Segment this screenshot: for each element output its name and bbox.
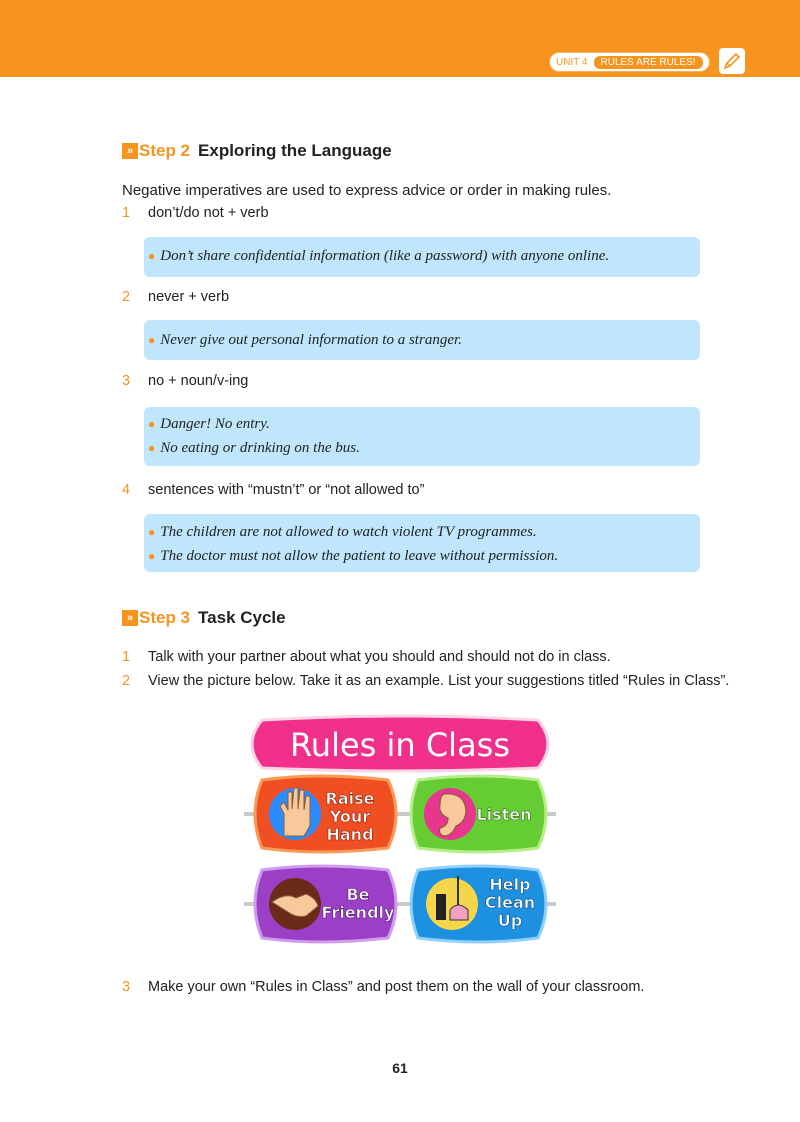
unit-title: RULES ARE RULES!: [594, 56, 703, 69]
item-number: 1: [122, 649, 131, 665]
poster-title: Rules in Class: [289, 726, 511, 764]
item-text: never + verb: [148, 289, 230, 305]
sign-text-line: Raise: [325, 789, 375, 808]
sign-text-line: Be: [346, 885, 370, 904]
sign-text-line: Up: [497, 911, 523, 930]
handshake-icon: [269, 878, 321, 930]
sign-text-line: Your: [329, 807, 371, 826]
item-text: Make your own “Rules in Class” and post them on the wall of your classroom.: [148, 979, 645, 995]
item-number: 4: [122, 482, 131, 498]
bullet-icon: ●: [148, 332, 156, 347]
example-line: [148, 412, 700, 436]
example-line: [148, 244, 700, 268]
bullet-icon: ●: [148, 524, 156, 539]
pen-icon: [719, 48, 745, 74]
rules-in-class-poster: [240, 714, 560, 944]
example-text: The children are not allowed to watch violent TV programmes.: [160, 523, 537, 540]
step-arrow-icon: »: [122, 143, 138, 159]
item-text: no + noun/v-ing: [148, 373, 249, 389]
item-number: 2: [122, 673, 131, 689]
item-number: 2: [122, 289, 131, 305]
unit-label: UNIT 4: [556, 56, 588, 68]
example-text: Don’t share confidential information (like a password) with anyone online.: [160, 247, 610, 264]
step2-item: [122, 373, 248, 389]
bullet-icon: ●: [148, 548, 156, 563]
step2-title: Exploring the Language: [198, 141, 392, 160]
step3-item: [122, 649, 611, 665]
item-text: Talk with your partner about what you should and should not do in class.: [148, 649, 611, 665]
step-arrow-icon: »: [122, 610, 138, 626]
sign-text-line: Hand: [326, 825, 374, 844]
item-number: 3: [122, 979, 131, 995]
step2-item: [122, 482, 424, 498]
unit-tag: [550, 53, 709, 71]
step2-item: [122, 289, 229, 305]
sign-text-line: Listen: [476, 805, 532, 824]
sign-text-line: Clean: [484, 893, 536, 912]
example-box: [144, 320, 700, 360]
item-text: don’t/do not + verb: [148, 205, 269, 221]
step3-heading: [122, 608, 286, 628]
step3-item: [122, 673, 729, 689]
step3-title: Task Cycle: [198, 608, 286, 627]
ear-icon: [424, 788, 476, 840]
step2-intro: Negative imperatives are used to express advice or order in making rules.: [122, 182, 612, 199]
example-line: [148, 520, 700, 544]
step2-heading: [122, 141, 392, 161]
example-text: Never give out personal information to a stranger.: [160, 331, 462, 348]
item-number: 1: [122, 205, 131, 221]
item-number: 3: [122, 373, 131, 389]
example-box: [144, 237, 700, 277]
example-box: [144, 407, 700, 466]
example-text: The doctor must not allow the patient to leave without permission.: [160, 547, 559, 564]
example-box: [144, 514, 700, 572]
step3-item: [122, 979, 644, 995]
step3-label: Step 3: [139, 608, 191, 627]
item-text: View the picture below. Take it as an example. List your suggestions titled “Rules in Class”.: [148, 673, 730, 689]
example-text: Danger! No entry.: [160, 415, 270, 432]
item-text: sentences with “mustn’t” or “not allowed to”: [148, 482, 425, 498]
sign-text-line: Help: [489, 875, 531, 894]
bullet-icon: ●: [148, 248, 156, 263]
page-number: 61: [392, 1060, 408, 1076]
bullet-icon: ●: [148, 440, 156, 455]
step2-label: Step 2: [139, 141, 191, 160]
example-line: [148, 328, 700, 352]
example-text: No eating or drinking on the bus.: [160, 439, 360, 456]
bullet-icon: ●: [148, 416, 156, 431]
example-line: [148, 544, 700, 568]
sign-text-line: Friendly: [321, 903, 395, 922]
step2-item: [122, 205, 269, 221]
example-line: [148, 436, 700, 460]
hand-icon: [269, 788, 321, 840]
